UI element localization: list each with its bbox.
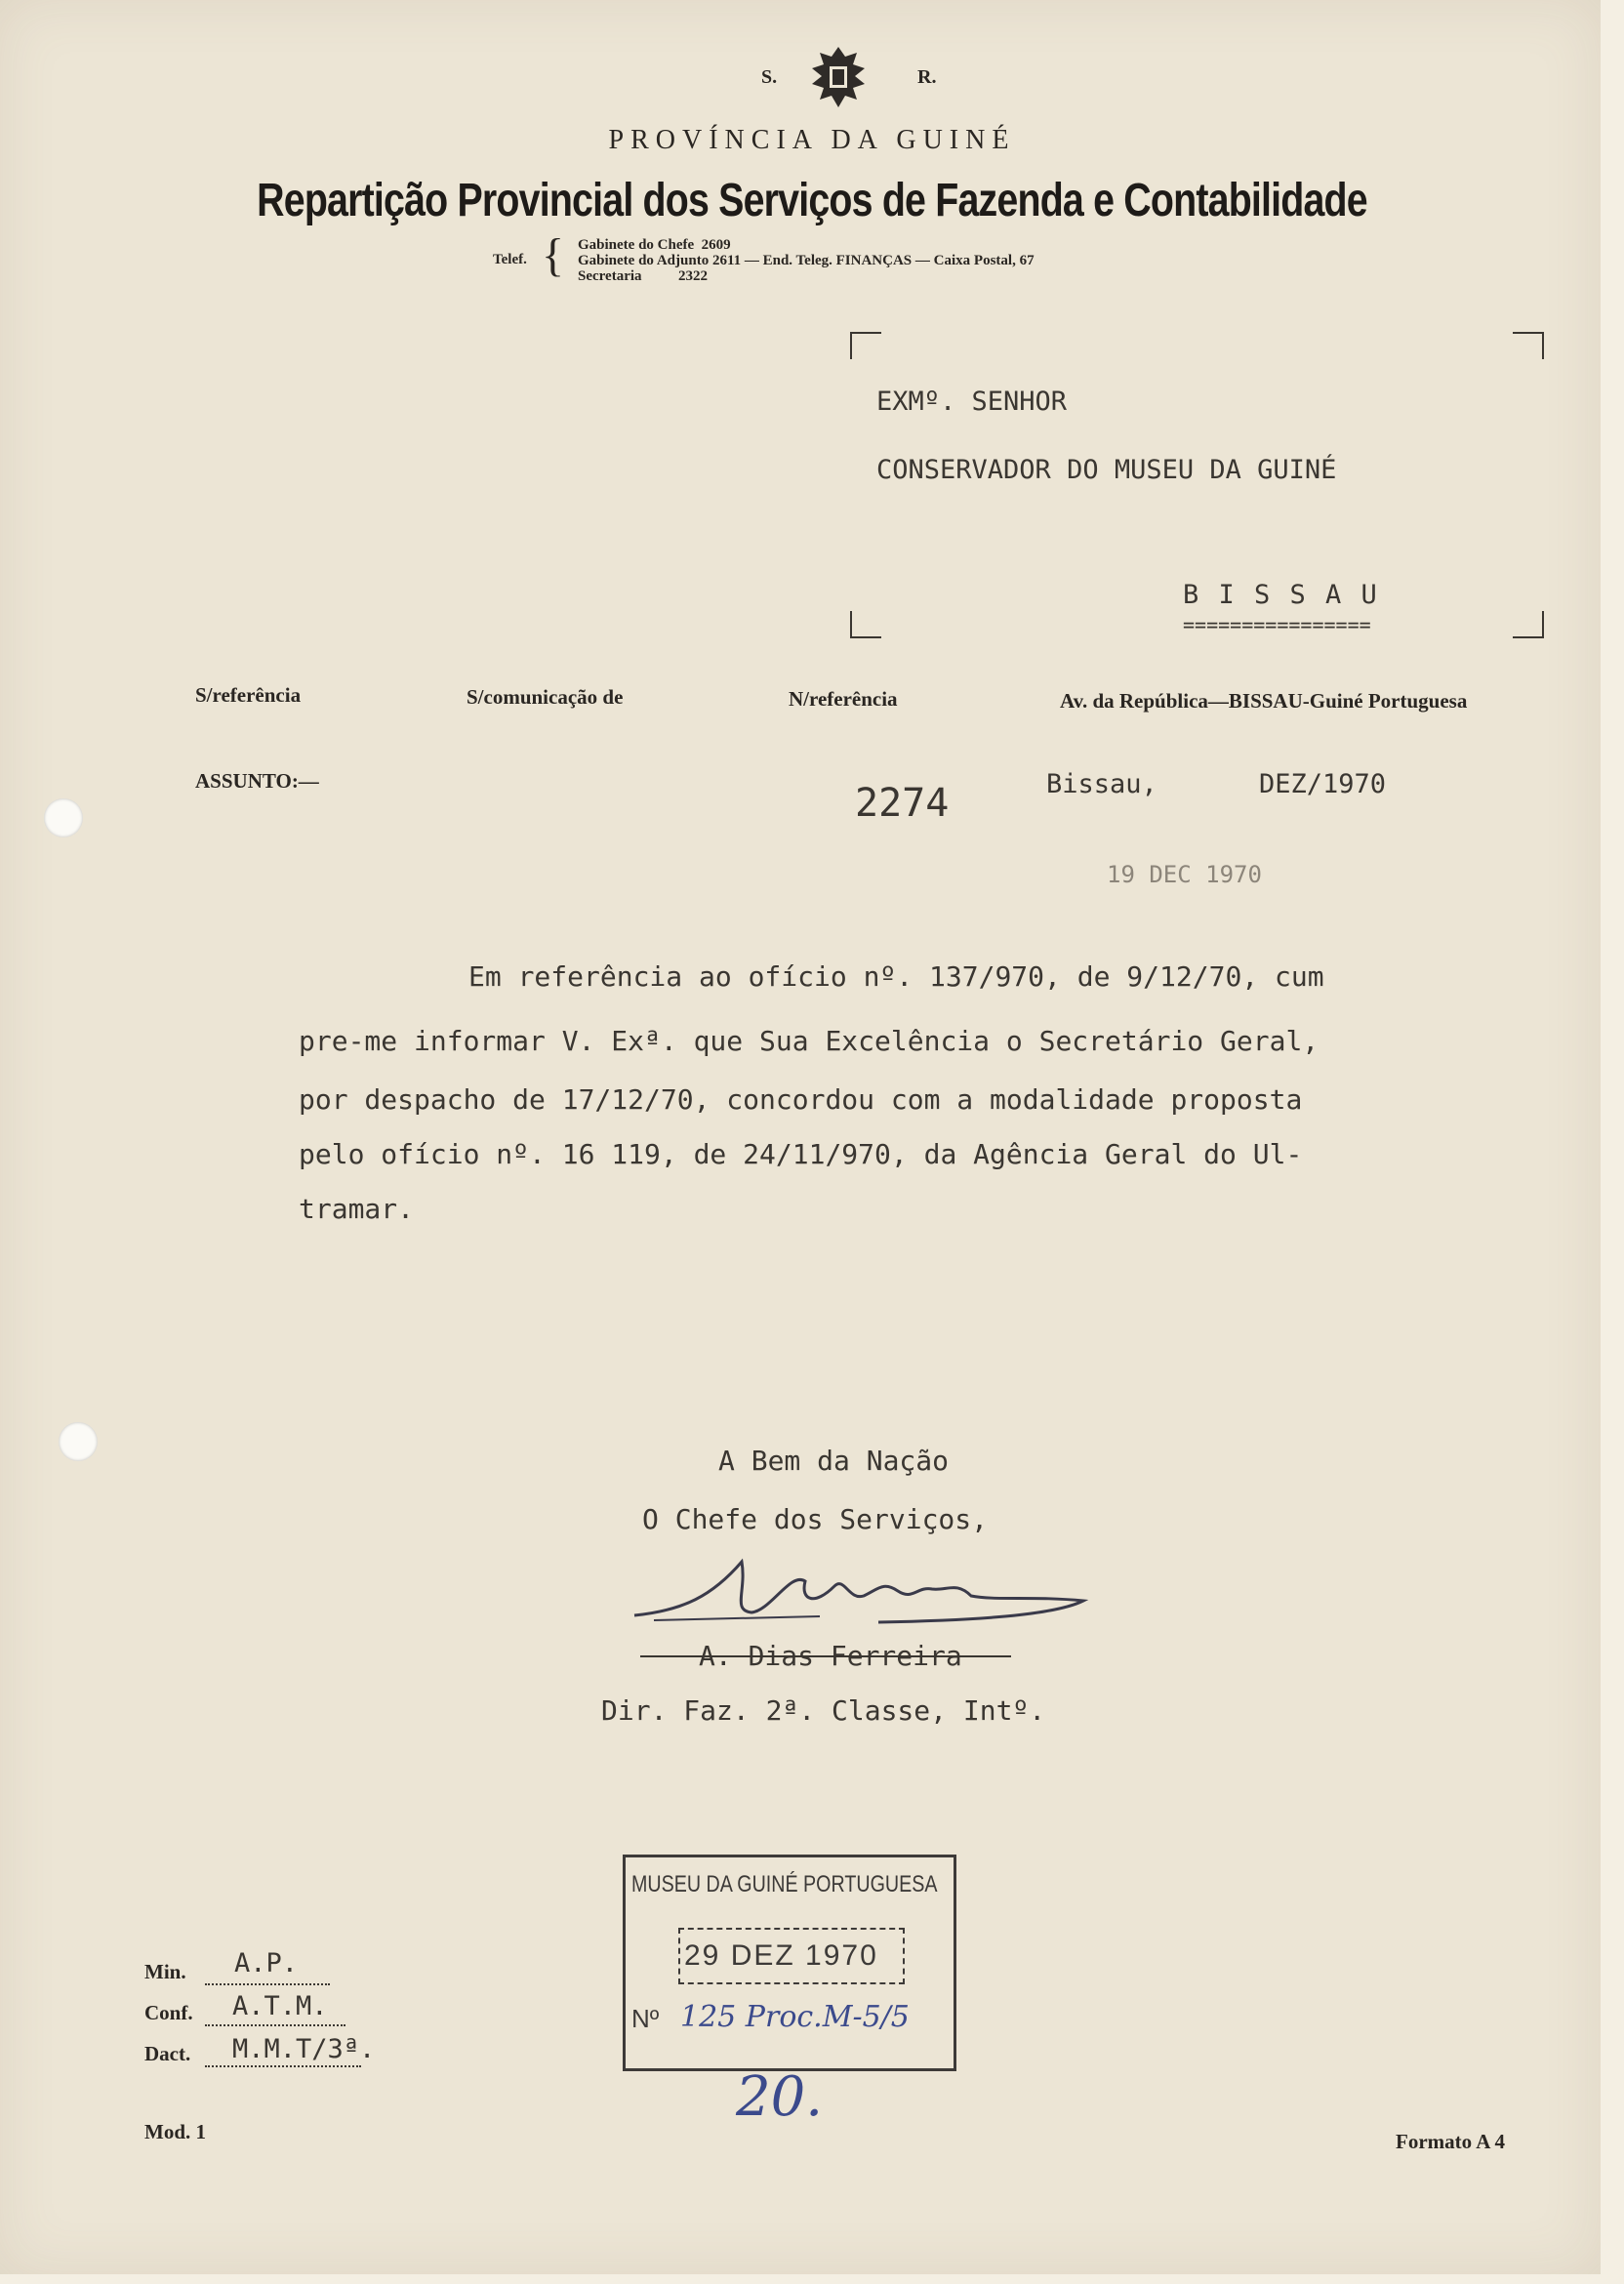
stamp-title: MUSEU DA GUINÉ PORTUGUESA bbox=[631, 1871, 938, 1897]
header-s: S. bbox=[761, 66, 778, 88]
reference-number: 2274 bbox=[855, 781, 950, 826]
header-r: R. bbox=[917, 66, 937, 88]
dact-label: Dact. bbox=[144, 2042, 191, 2065]
stamp-date-box bbox=[678, 1928, 905, 1984]
museum-receipt-stamp bbox=[623, 1855, 956, 2071]
dact-dotted-line bbox=[205, 2065, 361, 2067]
body-line-3: por despacho de 17/12/70, concordou com a modalidade proposta bbox=[299, 1083, 1303, 1116]
window-corner-br bbox=[1513, 611, 1544, 638]
paper-format: Formato A 4 bbox=[1396, 2130, 1505, 2153]
conf-value: A.T.M. bbox=[232, 1991, 328, 2021]
conf-label: Conf. bbox=[144, 2001, 193, 2024]
phone-secretaria: Secretaria 2322 bbox=[578, 268, 709, 284]
window-corner-tl bbox=[850, 332, 881, 359]
phone-adjunto: Gabinete do Adjunto 2611 — End. Teleg. FINANÇAS — Caixa Postal, 67 bbox=[578, 253, 1035, 268]
received-date-stamp: 19 DEC 1970 bbox=[1107, 861, 1262, 888]
coat-of-arms-icon bbox=[806, 43, 871, 111]
conf-dotted-line bbox=[205, 2024, 345, 2026]
body-line-1: Em referência ao ofício nº. 137/970, de 9/12/70, cum bbox=[468, 960, 1324, 993]
department-title: Repartição Provincial dos Serviços de Fazenda e Contabilidade bbox=[257, 175, 1367, 226]
addressee-city: B I S S A U bbox=[1183, 580, 1379, 610]
assunto-label: ASSUNTO:— bbox=[195, 769, 319, 793]
signatory-title: Dir. Faz. 2ª. Classe, Intº. bbox=[601, 1694, 1046, 1727]
stamp-date: 29 DEZ 1970 bbox=[684, 1939, 878, 1972]
city-underline: ================ bbox=[1183, 613, 1371, 636]
addressee-line2: CONSERVADOR DO MUSEU DA GUINÉ bbox=[876, 455, 1337, 485]
telef-brace: { bbox=[542, 229, 565, 281]
addressee-line1: EXMº. SENHOR bbox=[876, 387, 1068, 417]
phone-list bbox=[578, 237, 1035, 284]
signatory-name: A. Dias Ferreira bbox=[699, 1640, 962, 1672]
dact-value: M.M.T/3ª. bbox=[232, 2034, 376, 2064]
model-number: Mod. 1 bbox=[144, 2120, 206, 2143]
window-corner-tr bbox=[1513, 332, 1544, 359]
body-line-5: tramar. bbox=[299, 1193, 415, 1225]
punch-hole-top bbox=[44, 798, 83, 837]
place-label: Bissau, bbox=[1046, 769, 1157, 799]
min-label: Min. bbox=[144, 1960, 186, 1983]
body-line-2: pre-me informar V. Exª. que Sua Excelência o Secretário Geral, bbox=[299, 1025, 1320, 1057]
body-line-4: pelo ofício nº. 16 119, de 24/11/970, da Agência Geral do Ul- bbox=[299, 1138, 1303, 1170]
closing-salutation: A Bem da Nação bbox=[718, 1445, 950, 1477]
stamp-number-value: 125 Proc.M-5/5 bbox=[680, 2000, 910, 2034]
handwritten-annotation: 20. bbox=[736, 2065, 824, 2129]
stamp-number-label: Nº bbox=[631, 2004, 660, 2033]
window-corner-bl bbox=[850, 611, 881, 638]
telef-label: Telef. bbox=[493, 252, 527, 267]
phone-chefe: Gabinete do Chefe 2609 bbox=[578, 237, 731, 253]
min-value: A.P. bbox=[234, 1948, 299, 1978]
letter-date: DEZ/1970 bbox=[1259, 769, 1387, 799]
min-dotted-line bbox=[205, 1983, 330, 1985]
s-referencia-label: S/referência bbox=[195, 683, 302, 707]
sender-address: Av. da República—BISSAU-Guiné Portuguesa bbox=[1060, 689, 1468, 713]
n-referencia-label: N/referência bbox=[789, 687, 898, 711]
provincia-heading: PROVÍNCIA DA GUINÉ bbox=[608, 125, 1016, 155]
handwritten-signature bbox=[625, 1542, 1093, 1650]
closing-role: O Chefe dos Serviços, bbox=[642, 1503, 989, 1535]
s-comunicacao-label: S/comunicação de bbox=[467, 685, 624, 709]
punch-hole-bottom bbox=[59, 1422, 98, 1461]
